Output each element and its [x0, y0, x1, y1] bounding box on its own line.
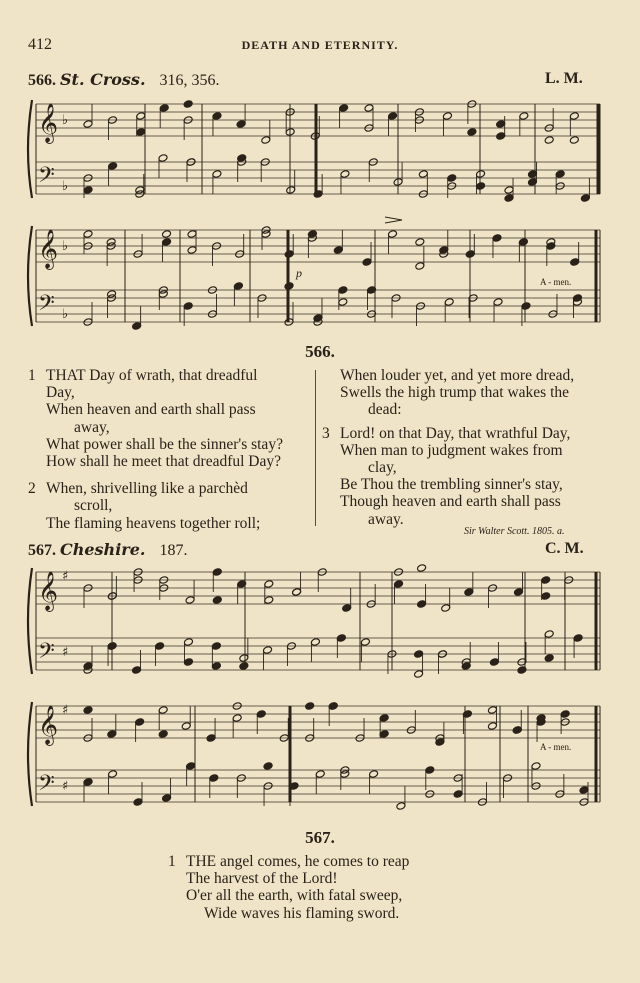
notehead: [264, 580, 274, 589]
tune-references: 316, 356.: [159, 72, 220, 89]
verse-line: clay,: [368, 459, 397, 477]
notehead: [83, 778, 93, 787]
notehead: [579, 786, 589, 795]
hymn-567-verse: [168, 853, 409, 922]
notehead: [136, 128, 146, 137]
notehead: [544, 654, 554, 663]
notehead: [158, 730, 168, 739]
notehead: [333, 246, 343, 255]
svg-text:♯: ♯: [62, 645, 69, 660]
notehead: [418, 170, 428, 179]
notehead: [493, 298, 503, 307]
notehead: [492, 234, 502, 243]
verse-line: When, shrivelling like a parchèd: [46, 480, 248, 498]
notehead: [541, 592, 551, 601]
verse-line: THAT Day of wrath, that dreadful: [46, 367, 258, 384]
notehead: [336, 634, 346, 643]
notehead: [496, 120, 506, 129]
notehead: [504, 186, 514, 195]
notehead: [531, 762, 541, 771]
tune-name: St. Cross.: [60, 70, 146, 89]
notehead: [132, 666, 142, 675]
verse-line: Swells the high trump that wakes the: [340, 384, 570, 402]
notehead: [212, 170, 222, 179]
verse-number: 3: [322, 424, 330, 442]
notehead: [489, 658, 499, 667]
notehead: [339, 104, 349, 113]
svg-text:♭: ♭: [62, 239, 69, 254]
notehead: [528, 170, 538, 179]
verse-line: How shall he meet that dreadful Day?: [46, 453, 281, 471]
notehead: [185, 596, 195, 605]
notehead: [555, 170, 565, 179]
notehead: [315, 770, 325, 779]
notehead: [338, 298, 348, 307]
notehead: [212, 596, 222, 605]
notehead: [209, 774, 219, 783]
notehead: [528, 178, 538, 187]
svg-text:♭: ♭: [62, 179, 69, 194]
verse-line: The flaming heavens together roll;: [46, 514, 261, 532]
notehead: [186, 762, 196, 771]
verse-line: THE angel comes, he comes to reap: [186, 853, 410, 870]
svg-text:♭: ♭: [62, 113, 69, 128]
notehead: [487, 706, 497, 715]
notehead: [415, 238, 425, 247]
notehead: [211, 662, 221, 671]
notehead: [569, 136, 579, 145]
accent-mark: [385, 217, 402, 223]
verse-line: When man to judgment wakes from: [340, 441, 563, 459]
notehead: [263, 646, 273, 655]
verse-line: away.: [368, 510, 404, 528]
notehead: [233, 282, 243, 291]
verse-line: scroll,: [74, 497, 113, 515]
notehead: [83, 186, 93, 195]
svg-text:𝄞: 𝄞: [38, 229, 59, 269]
notehead: [239, 654, 249, 663]
notehead: [544, 136, 554, 145]
page-number: 412: [28, 36, 52, 53]
verse-number: 1: [28, 367, 36, 384]
notehead: [158, 706, 168, 715]
verse-line: When louder yet, and yet more dread,: [340, 367, 575, 384]
svg-text:♭: ♭: [62, 307, 69, 322]
svg-text:𝄢: 𝄢: [38, 639, 55, 669]
notehead: [328, 702, 338, 711]
svg-text:𝄞: 𝄞: [38, 705, 59, 745]
svg-text:♯: ♯: [62, 703, 69, 718]
notehead: [519, 112, 529, 121]
tune-number: 566.: [28, 72, 56, 89]
tune-header-567: [28, 540, 187, 560]
notehead: [108, 162, 118, 171]
notehead: [364, 104, 374, 113]
notehead: [394, 580, 404, 589]
dynamic-mark: p: [296, 266, 302, 280]
notehead: [573, 634, 583, 643]
notehead: [453, 790, 463, 799]
svg-text:♯: ♯: [62, 569, 69, 584]
notehead: [517, 666, 527, 675]
notehead: [414, 670, 424, 679]
running-head: DEATH AND ETERNITY.: [241, 38, 399, 52]
notehead: [83, 230, 93, 239]
verse-line: What power shall be the sinner's stay?: [46, 435, 283, 453]
tune-references: 187.: [159, 542, 188, 559]
notehead: [476, 170, 486, 179]
notehead: [462, 710, 472, 719]
notehead: [263, 762, 273, 771]
notehead: [342, 604, 352, 613]
verse-line: Though heaven and earth shall pass: [340, 493, 561, 511]
notehead: [286, 186, 296, 195]
meter-567: C. M.: [545, 540, 584, 557]
verse-line: Lord! on that Day, that wrathful Day,: [340, 424, 571, 442]
column-rule: [315, 370, 316, 526]
notehead: [512, 726, 522, 735]
notehead: [417, 564, 427, 573]
notehead: [83, 706, 93, 715]
notehead: [541, 576, 551, 585]
notehead: [256, 710, 266, 719]
notehead: [396, 802, 406, 811]
notehead: [187, 230, 197, 239]
svg-text:𝄞: 𝄞: [38, 103, 59, 143]
svg-text:𝄞: 𝄞: [38, 571, 59, 611]
notehead: [369, 770, 379, 779]
hymn-566-left-column: [28, 367, 283, 532]
notehead: [521, 302, 531, 311]
notehead: [211, 642, 221, 651]
author-attribution: Sir Walter Scott. 1805. a.: [464, 526, 565, 537]
amen-label-566: A - men.: [540, 277, 572, 287]
verse-number: 1: [168, 853, 176, 870]
notehead: [135, 718, 145, 727]
notehead: [388, 230, 398, 239]
notehead: [362, 258, 372, 267]
notehead: [132, 322, 142, 331]
notehead: [360, 638, 370, 647]
svg-text:𝄢: 𝄢: [38, 291, 55, 321]
notehead: [284, 282, 294, 291]
notehead: [441, 604, 451, 613]
notehead: [487, 722, 497, 731]
notehead: [580, 194, 590, 203]
hymn-number-566: 566.: [305, 342, 335, 361]
tune-name: Cheshire.: [60, 540, 146, 559]
notehead: [465, 250, 475, 259]
svg-text:𝄢: 𝄢: [38, 163, 55, 193]
svg-text:𝄢: 𝄢: [38, 771, 55, 801]
notehead: [236, 120, 246, 129]
notehead: [183, 638, 193, 647]
notehead: [310, 638, 320, 647]
notehead: [158, 154, 168, 163]
notehead: [232, 714, 242, 723]
notehead: [212, 568, 222, 577]
notehead: [442, 112, 452, 121]
notehead: [239, 662, 249, 671]
notehead: [181, 722, 191, 731]
notehead: [414, 650, 424, 659]
notehead: [136, 112, 146, 121]
meter-566: L. M.: [545, 70, 583, 87]
notehead: [514, 588, 524, 597]
verse-line: O'er all the earth, with fatal sweep,: [186, 887, 403, 905]
notehead: [305, 702, 315, 711]
notehead: [159, 104, 169, 113]
notehead: [284, 250, 294, 259]
notehead: [162, 238, 172, 247]
verse-line: dead:: [368, 401, 402, 419]
notehead: [560, 710, 570, 719]
notehead: [162, 230, 172, 239]
notehead: [187, 246, 197, 255]
notehead: [162, 794, 172, 803]
notehead: [183, 100, 193, 109]
notehead: [108, 770, 118, 779]
notehead: [338, 286, 348, 295]
notehead: [476, 182, 486, 191]
notehead: [415, 262, 425, 271]
notehead: [518, 238, 528, 247]
tune-number: 567.: [28, 542, 56, 559]
notehead: [379, 714, 389, 723]
notehead: [569, 112, 579, 121]
verse-line: away,: [74, 418, 110, 436]
notehead: [212, 112, 222, 121]
svg-text:♯: ♯: [62, 779, 69, 794]
notehead: [467, 128, 477, 137]
verse-line: Be Thou the trembling sinner's stay,: [340, 476, 563, 494]
verse-line: The harvest of the Lord!: [186, 870, 338, 888]
verse-line: Day,: [46, 384, 75, 402]
notehead: [107, 730, 117, 739]
notehead: [379, 730, 389, 739]
notehead: [544, 630, 554, 639]
notehead: [447, 174, 457, 183]
amen-label-567: A - men.: [540, 742, 572, 752]
notehead: [206, 734, 216, 743]
notehead: [155, 642, 165, 651]
notehead: [261, 136, 271, 145]
notehead: [417, 600, 427, 609]
notehead: [425, 766, 435, 775]
notehead: [464, 588, 474, 597]
notehead: [570, 258, 580, 267]
notehead: [183, 302, 193, 311]
hymn-number-567: 567.: [305, 828, 335, 847]
notehead: [388, 112, 398, 121]
verse-line: Wide waves his flaming sword.: [204, 904, 400, 922]
notehead: [264, 596, 274, 605]
notehead: [133, 798, 143, 807]
notehead: [504, 194, 514, 203]
hymn-566-right-column: [322, 367, 574, 528]
verse-number: 2: [28, 480, 36, 498]
verse-line: When heaven and earth shall pass: [46, 401, 256, 419]
notehead: [444, 298, 454, 307]
notehead: [340, 170, 350, 179]
notehead: [183, 658, 193, 667]
notehead: [292, 588, 302, 597]
notehead: [83, 120, 93, 129]
notehead: [496, 132, 506, 141]
